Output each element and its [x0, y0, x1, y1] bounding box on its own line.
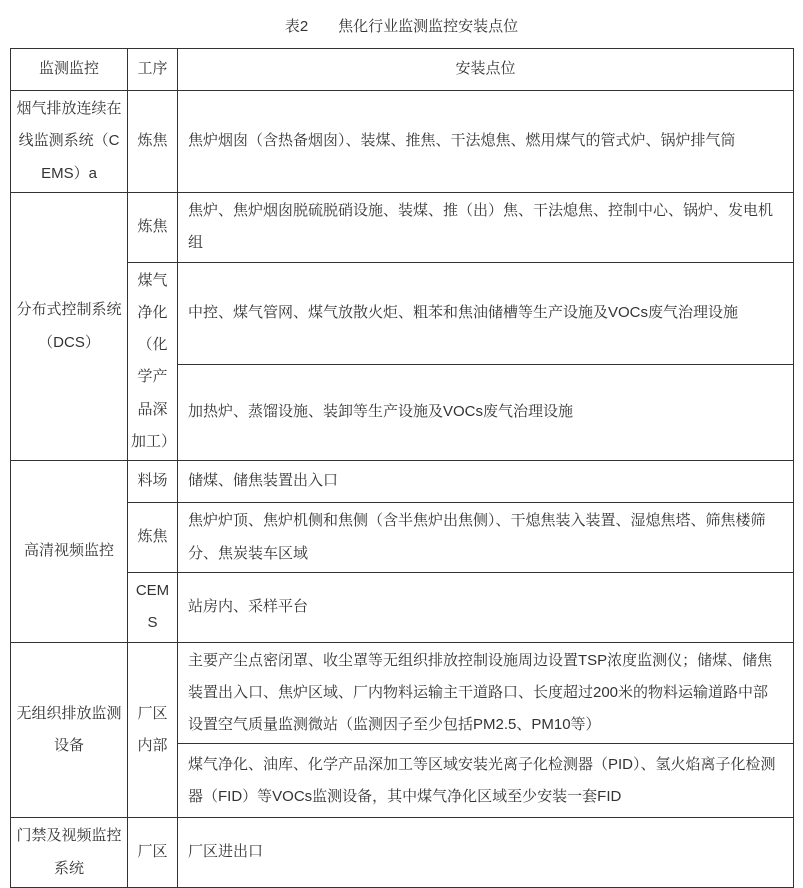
table-row [11, 573, 794, 643]
points-cell: 站房内、采样平台 [178, 573, 794, 643]
table-header-row [11, 49, 794, 91]
header-points: 安装点位 [178, 49, 794, 91]
table-row [11, 461, 794, 503]
process-cell: CEMS [128, 573, 178, 643]
points-cell: 焦炉烟囱（含热备烟囱）、装煤、推焦、干法熄焦、燃用煤气的管式炉、锅炉排气筒 [178, 91, 794, 193]
table-title-label: 表2 [284, 18, 309, 35]
table-row [11, 91, 794, 193]
process-cell: 炼焦 [128, 503, 178, 573]
points-cell: 焦炉、焦炉烟囱脱硫脱硝设施、装煤、推（出）焦、干法熄焦、控制中心、锅炉、发电机组 [178, 193, 794, 263]
header-system: 监测监控 [11, 49, 128, 91]
table-title-text: 焦化行业监测监控安装点位 [338, 18, 519, 35]
table-title [0, 15, 803, 36]
process-cell: 厂区内部 [128, 642, 178, 818]
points-cell: 加热炉、蒸馏设施、装卸等生产设施及VOCs废气治理设施 [178, 364, 794, 460]
points-cell: 焦炉炉顶、焦炉机侧和焦侧（含半焦炉出焦侧）、干熄焦装入装置、湿熄焦塔、筛焦楼筛分、焦炭装车区域 [178, 503, 794, 573]
points-cell: 中控、煤气管网、煤气放散火炬、粗苯和焦油储槽等生产设施及VOCs废气治理设施 [178, 262, 794, 364]
points-cell: 主要产尘点密闭罩、收尘罩等无组织排放控制设施周边设置TSP浓度监测仪；储煤、储焦装置出入口、焦炉区域、厂内物料运输主干道路口、长度超过200米的物料运输道路中部设置空气质量监测微站（监测因子至少包括PM2.5、PM10等） [178, 642, 794, 744]
process-cell: 料场 [128, 461, 178, 503]
header-process: 工序 [128, 49, 178, 91]
system-cell: 无组织排放监测设备 [11, 642, 128, 818]
system-cell: 门禁及视频监控系统 [11, 818, 128, 888]
system-cell: 分布式控制系统（DCS） [11, 193, 128, 461]
monitoring-points-table [10, 48, 794, 888]
process-cell: 煤气净化（化学产品深加工） [128, 262, 178, 461]
table-row [11, 642, 794, 744]
points-cell: 厂区进出口 [178, 818, 794, 888]
system-cell: 烟气排放连续在线监测系统（CEMS）a [11, 91, 128, 193]
system-cell: 高清视频监控 [11, 461, 128, 643]
table-row [11, 193, 794, 263]
table-row [11, 503, 794, 573]
table-row [11, 262, 794, 364]
table-row [11, 818, 794, 888]
points-cell: 煤气净化、油库、化学产品深加工等区域安装光离子化检测器（PID）、氢火焰离子化检测器（FID）等VOCs监测设备，其中煤气净化区域至少安装一套FID [178, 744, 794, 818]
points-cell: 储煤、储焦装置出入口 [178, 461, 794, 503]
process-cell: 炼焦 [128, 91, 178, 193]
process-cell: 炼焦 [128, 193, 178, 263]
process-cell: 厂区 [128, 818, 178, 888]
